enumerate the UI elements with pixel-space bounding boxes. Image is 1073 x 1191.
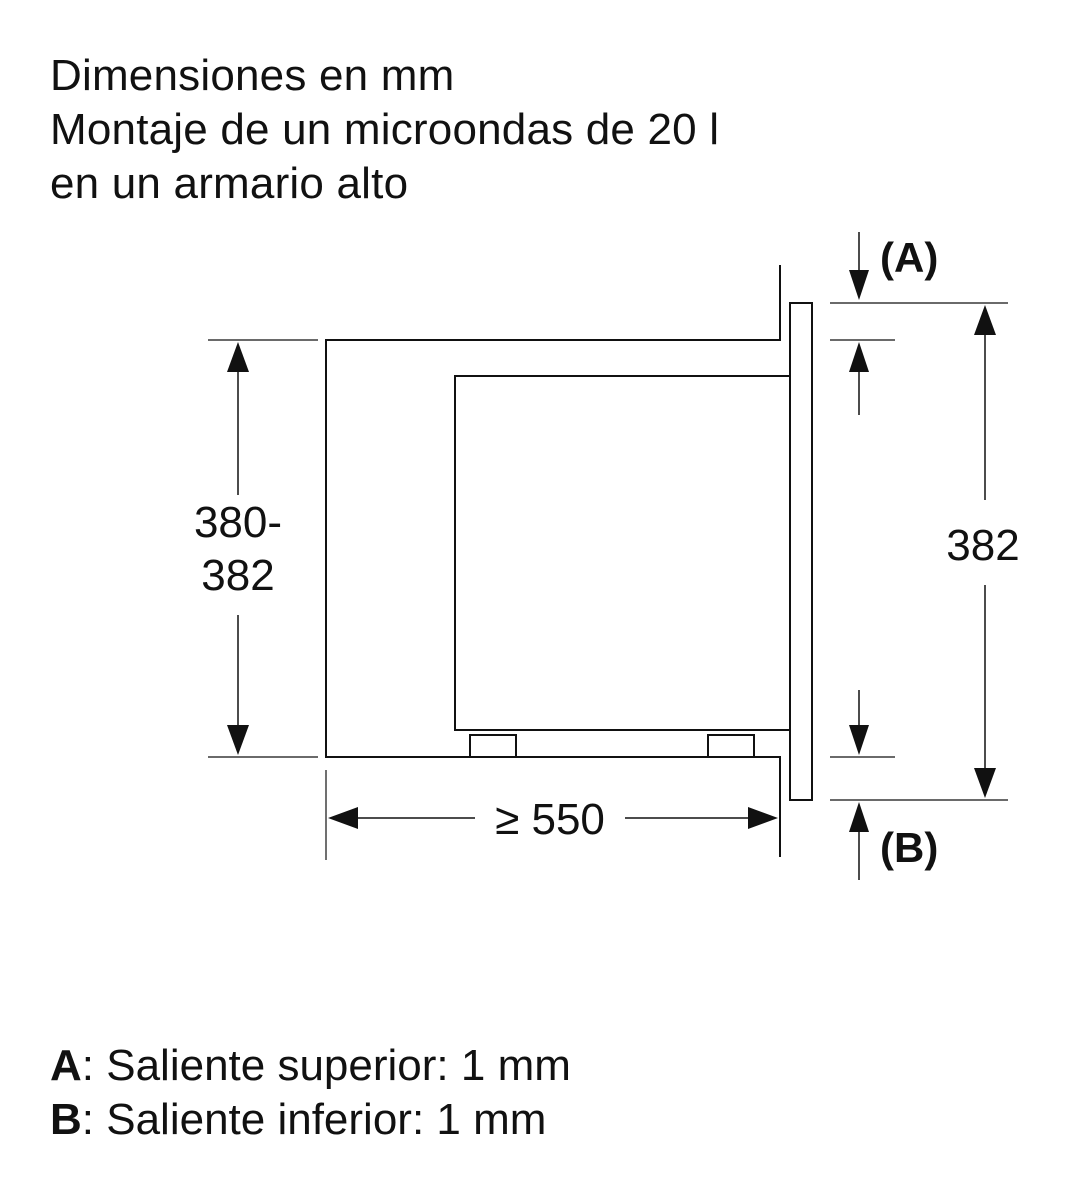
cabinet-outline — [326, 265, 780, 857]
arrow-up-icon — [849, 802, 869, 832]
arrow-left-icon — [328, 807, 358, 829]
microwave-foot-left — [470, 735, 516, 757]
title-line-2: Montaje de un microondas de 20 l — [50, 105, 720, 154]
microwave-foot-right — [708, 735, 754, 757]
height-right-label: 382 — [946, 521, 1020, 570]
arrow-up-icon — [849, 342, 869, 372]
legend-a — [50, 1040, 571, 1092]
arrow-down-icon — [849, 725, 869, 755]
legend-b-key: B — [50, 1095, 82, 1144]
arrow-down-icon — [227, 725, 249, 755]
legend-b — [50, 1094, 546, 1146]
marker-b-label: (B) — [880, 824, 939, 871]
arrow-down-icon — [974, 768, 996, 798]
arrow-up-icon — [227, 342, 249, 372]
arrow-down-icon — [849, 270, 869, 300]
legend-b-text: : Saliente inferior: 1 mm — [81, 1095, 547, 1144]
width-label: ≥ 550 — [495, 795, 605, 844]
marker-a-label: (A) — [880, 234, 939, 281]
arrow-right-icon — [748, 807, 778, 829]
title-line-3: en un armario alto — [50, 159, 409, 208]
legend-a-key: A — [50, 1041, 82, 1090]
height-left-label-line1: 380- — [193, 498, 283, 547]
title-line-1: Dimensiones en mm — [50, 51, 455, 100]
height-left-label-line2: 382 — [201, 551, 275, 600]
legend-a-text: : Saliente superior: 1 mm — [81, 1041, 571, 1090]
microwave-body — [455, 376, 790, 730]
arrow-up-icon — [974, 305, 996, 335]
microwave-front-panel — [790, 303, 812, 800]
